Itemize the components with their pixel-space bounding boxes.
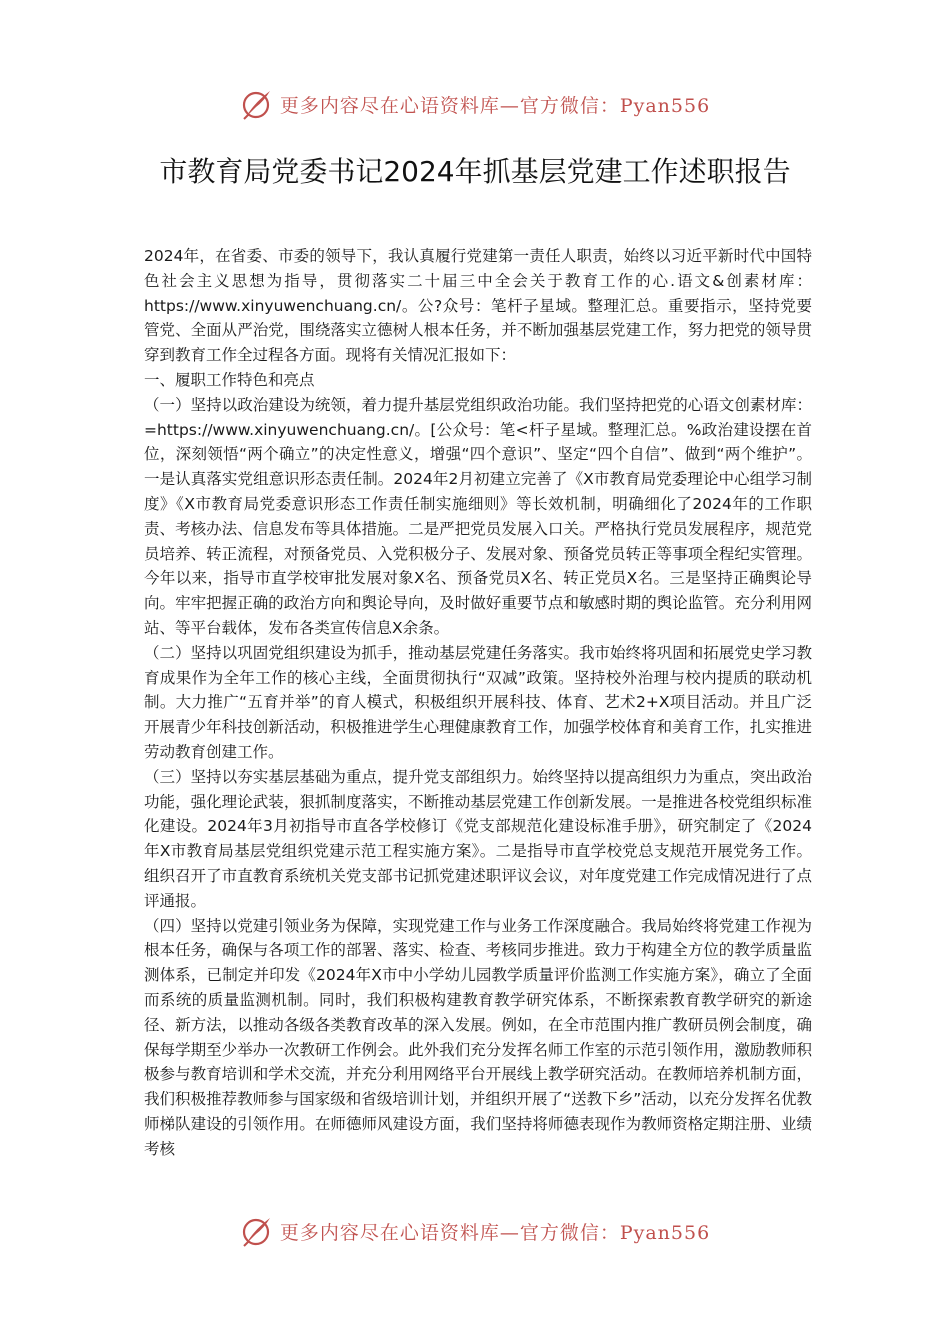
intro-paragraph: 2024年，在省委、市委的领导下，我认真履行党建第一责任人职责，始终以习近平新时代中国特色社会主义思想为指导，贯彻落实二十届三中全会关于教育工作的心.语文&创素材库：https://www.xinyuwenchuang.cn/。公?众号：笔杆子星域。整理汇总。重要指示，坚持党要管党、全面从严治党，围绕落实立德树人根本任务，并不断加强基层党建工作，努力把党的领导贯穿到教育工作全过程各方面。现将有关情况汇报如下：: [144, 247, 812, 365]
watermark-text: 更多内容尽在心语资料库—官方微信：Pyan556: [279, 94, 711, 117]
body-paragraph: （一）坚持以政治建设为统领，着力提升基层党组织政治功能。我们坚持把党的心语文创素材库：=https://www.xinyuwenchuang.cn/。[公众号：笔<杆子星域。整理汇总。%政治建设摆在首位，深刻领悟“两个确立”的决定性意义，增强“四个意识”、坚定“四个自信”、做到“两个维护”。一是认真落实党组意识形态责任制。2024年2月初建立完善了《X市教育局党委理论中心组学习制度》《X市教育局党委意识形态工作责任制实施细则》等长效机制，明确细化了2024年的工作职责、考核办法、信息发布等具体措施。二是严把党员发展入口关。严格执行党员发展程序，规范党员培养、转正流程，对预备党员、入党积极分子、发展对象、预备党员转正等事项全程纪实管理。今年以来，指导市直学校审批发展对象X名、预备党员X名、转正党员X名。三是坚持正确舆论导向。牢牢把握正确的政治方向和舆论导向，及时做好重要节点和敏感时期的舆论监管。充分利用网站、等平台载体，发布各类宣传信息X余条。: [144, 395, 812, 637]
watermark-banner-top: [0, 84, 950, 124]
quill-logo-icon: [240, 87, 274, 121]
body-paragraph: （二）坚持以巩固党组织建设为抓手，推动基层党建任务落实。我市始终将巩固和拓展党史学习教育成果作为全年工作的核心主线，全面贯彻执行“双减”政策。坚持校外治理与校内提质的联动机制。大力推广“五育并举”的育人模式，积极组织开展科技、体育、艺术2+X项目活动。并且广泛开展青少年科技创新活动，积极推进学生心理健康教育工作，加强学校体育和美育工作，扎实推进劳动教育创建工作。: [144, 643, 812, 761]
document-body: [144, 244, 812, 1161]
quill-logo-icon: [240, 1214, 274, 1248]
document-title: 市教育局党委书记2024年抓基层党建工作述职报告: [159, 155, 791, 188]
body-paragraph: （四）坚持以党建引领业务为保障，实现党建工作与业务工作深度融合。我局始终将党建工作视为根本任务，确保与各项工作的部署、落实、检查、考核同步推进。致力于构建全方位的教学质量监测体系，已制定并印发《2024年X市中小学幼儿园教学质量评价监测工作实施方案》，确立了全面而系统的质量监测机制。同时，我们积极构建教育教学研究体系，不断探索教育教学研究的新途径、新方法，以推动各级各类教育改革的深入发展。例如，在全市范围内推广教研员例会制度，确保每学期至少举办一次教研工作例会。此外我们充分发挥名师工作室的示范引领作用，激励教师积极参与教育培训和学术交流，并充分利用网络平台开展线上教学研究活动。在教师培养机制方面，我们积极推荐教师参与国家级和省级培训计划，并组织开展了“送教下乡”活动，以充分发挥名优教师梯队建设的引领作用。在师德师风建设方面，我们坚持将师德表现作为教师资格定期注册、业绩考核: [144, 916, 812, 1158]
body-paragraph: （三）坚持以夯实基层基础为重点，提升党支部组织力。始终坚持以提高组织力为重点，突出政治功能，强化理论武装，狠抓制度落实，不断推动基层党建工作创新发展。一是推进各校党组织标准化建设。2024年3月初指导市直各学校修订《党支部规范化建设标准手册》，研究制定了《2024年X市教育局基层党组织党建示范工程实施方案》。二是指导市直学校党总支规范开展党务工作。组织召开了市直教育系统机关党支部书记抓党建述职评议会议，对年度党建工作完成情况进行了点评通报。: [144, 767, 812, 910]
section-heading: 一、履职工作特色和亮点: [144, 370, 315, 389]
watermark-text: 更多内容尽在心语资料库—官方微信：Pyan556: [279, 1221, 711, 1244]
watermark-banner-bottom: [0, 1211, 950, 1251]
